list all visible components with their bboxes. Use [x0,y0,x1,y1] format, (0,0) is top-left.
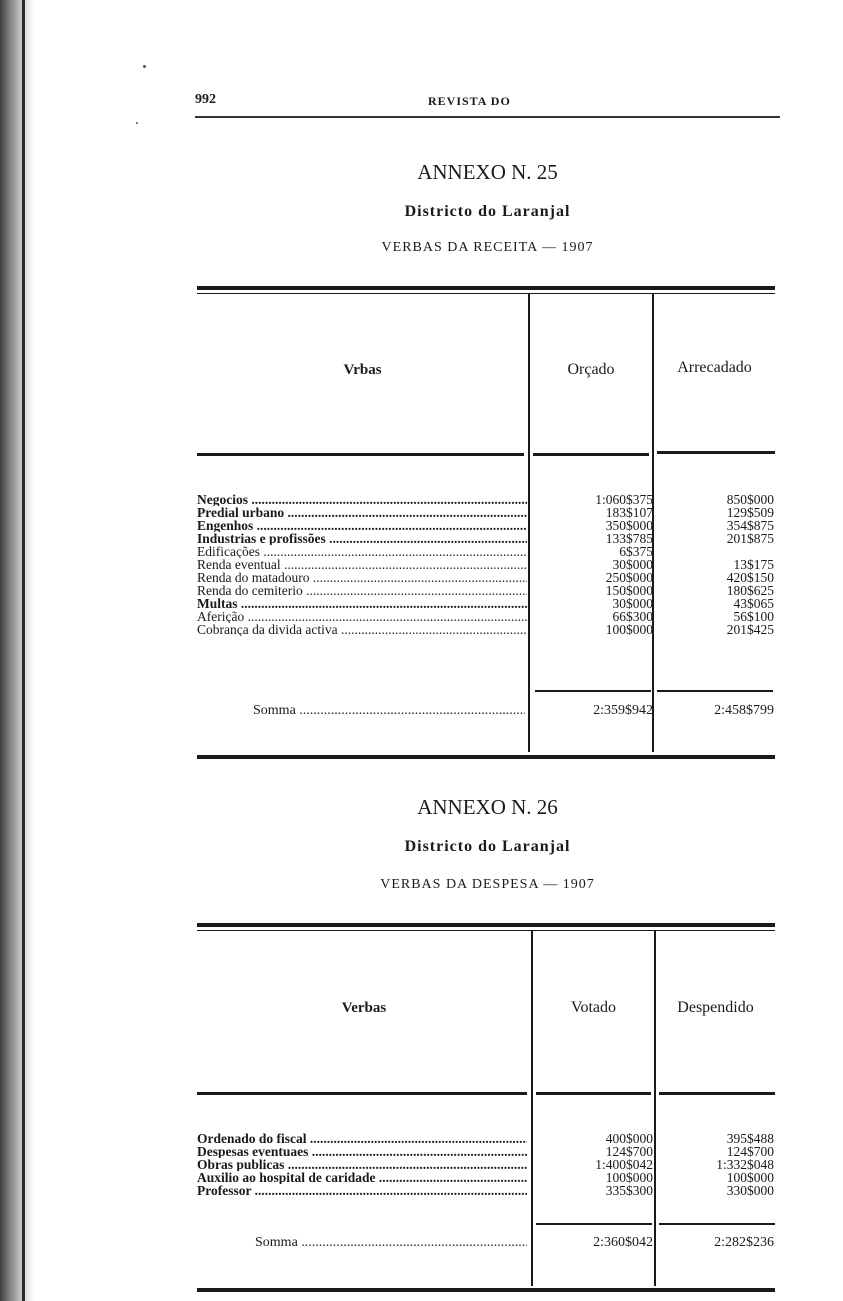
table-row [197,493,775,506]
table-bottom-rule [197,1288,775,1292]
running-title: REVISTA DO [428,94,511,108]
column-header-arrecadado: Arrecadado [677,359,752,376]
row-value-arrecadado: 129$509 [726,505,774,520]
row-value-votado: 335$300 [605,1183,653,1198]
total-value-despendido: 2:282$236 [714,1235,774,1250]
table-top-rule-thin [197,930,775,931]
annex-25-title: ANNEXO N. 25 [417,160,558,184]
total-value-votado: 2:360$042 [593,1235,653,1250]
row-label: Industrias e profissões ..... [197,532,527,545]
row-value-arrecadado: 850$000 [726,492,774,507]
row-label: Cobrança da divida activa ..... [197,623,527,636]
sum-rule [659,1223,775,1225]
table-row [197,506,775,519]
total-row [197,1235,775,1251]
row-value-arrecadado: 180$625 [726,583,774,598]
row-label: Professor ..... [197,1184,527,1197]
row-value-arrecadado: 354$875 [726,518,774,533]
header-bottom-rule [197,453,524,456]
ink-speck [143,65,146,68]
annex-26-district: Districto do Laranjal [404,838,571,855]
row-label: Engenhos ..... [197,519,527,532]
annex-25-subtitle: VERBAS DA RECEITA — 1907 [381,240,594,255]
row-label: Auxilio ao hospital de caridade ..... [197,1171,527,1184]
table-top-rule-thin [197,293,775,294]
sum-rule [535,690,651,692]
row-value-votado: 100$000 [605,1170,653,1185]
row-value-orcado: 30$000 [612,557,653,572]
total-label: Somma ..... [255,1235,527,1251]
row-label: Ordenado do fiscal ..... [197,1132,527,1145]
header-bottom-rule [659,1092,775,1095]
page-header [195,90,780,120]
table-top-rule [197,923,775,927]
row-value-votado: 1:400$042 [595,1157,653,1172]
table-row [197,1132,775,1145]
header-bottom-rule [536,1092,651,1095]
annex-26-table [197,922,775,1297]
binding-line [22,0,25,1301]
annex-26-rows [197,1132,775,1197]
table-row [197,597,775,610]
row-value-orcado: 100$000 [605,622,653,637]
row-label: Renda do cemiterio ..... [197,584,527,597]
row-label: Obras publicas ..... [197,1158,527,1171]
table-row [197,558,775,571]
row-value-arrecadado: 201$425 [726,622,774,637]
page-number: 992 [195,92,216,107]
column-divider [531,931,533,1286]
table-row [197,1158,775,1171]
annex-25-district: Districto do Laranjal [404,203,571,220]
row-value-arrecadado: 56$100 [733,609,774,624]
row-value-despendido: 1:332$048 [716,1157,774,1172]
row-value-orcado: 133$785 [605,531,653,546]
ink-speck [136,122,138,124]
row-label: Multas ..... [197,597,527,610]
table-row [197,610,775,623]
row-label: Despesas eventuaes ..... [197,1145,527,1158]
column-header-votado: Votado [570,999,617,1016]
row-value-orcado: 6$375 [619,544,653,559]
row-value-orcado: 1:060$375 [595,492,653,507]
table-row [197,571,775,584]
row-value-despendido: 330$000 [726,1183,774,1198]
table-row [197,1171,775,1184]
table-bottom-rule [197,755,775,759]
table-row [197,1184,775,1197]
row-value-arrecadado: 43$065 [733,596,774,611]
row-value-orcado: 250$000 [605,570,653,585]
sum-rule [657,690,773,692]
header-bottom-rule [657,451,775,454]
row-label: Renda eventual ..... [197,558,527,571]
table-row [197,1145,775,1158]
table-row [197,623,775,636]
header-rule [195,116,780,118]
annex-25-rows [197,493,775,636]
header-bottom-rule [197,1092,527,1095]
total-row [197,703,775,719]
table-row [197,532,775,545]
table-row [197,519,775,532]
column-divider [654,931,656,1286]
row-value-orcado: 350$000 [605,518,653,533]
row-value-orcado: 30$000 [612,596,653,611]
total-value-orcado: 2:359$942 [593,703,653,718]
column-header-despendido: Despendido [677,999,754,1016]
row-value-arrecadado: 13$175 [733,557,774,572]
total-label: Somma ..... [253,703,525,719]
row-label: Renda do matadouro ..... [197,571,527,584]
column-header-orcado: Orçado [567,361,615,378]
row-label: Negocios ..... [197,493,527,506]
row-value-despendido: 100$000 [726,1170,774,1185]
column-header-verbas: Verbas [341,1000,387,1016]
book-binding-edge [0,0,34,1301]
total-value-arrecadado: 2:458$799 [714,703,774,718]
row-value-arrecadado: 420$150 [726,570,774,585]
sum-rule [536,1223,652,1225]
table-row [197,584,775,597]
row-value-orcado: 183$107 [605,505,653,520]
row-value-orcado: 66$300 [612,609,653,624]
row-label: Edificações ..... [197,545,527,558]
row-label: Aferição ..... [197,610,527,623]
annex-26-subtitle: VERBAS DA DESPESA — 1907 [380,877,595,892]
row-value-orcado: 150$000 [605,583,653,598]
column-header-verbas: Vrbas [343,362,382,378]
table-top-rule [197,286,775,290]
row-value-despendido: 124$700 [726,1144,774,1159]
row-value-arrecadado: 201$875 [726,531,774,546]
annex-26-title: ANNEXO N. 26 [417,795,558,819]
annex-25-table [197,285,775,765]
row-value-votado: 400$000 [605,1131,653,1146]
row-label: Predial urbano ..... [197,506,527,519]
row-value-votado: 124$700 [605,1144,653,1159]
row-value-despendido: 395$488 [726,1131,774,1146]
table-row [197,545,775,558]
header-bottom-rule [533,453,649,456]
